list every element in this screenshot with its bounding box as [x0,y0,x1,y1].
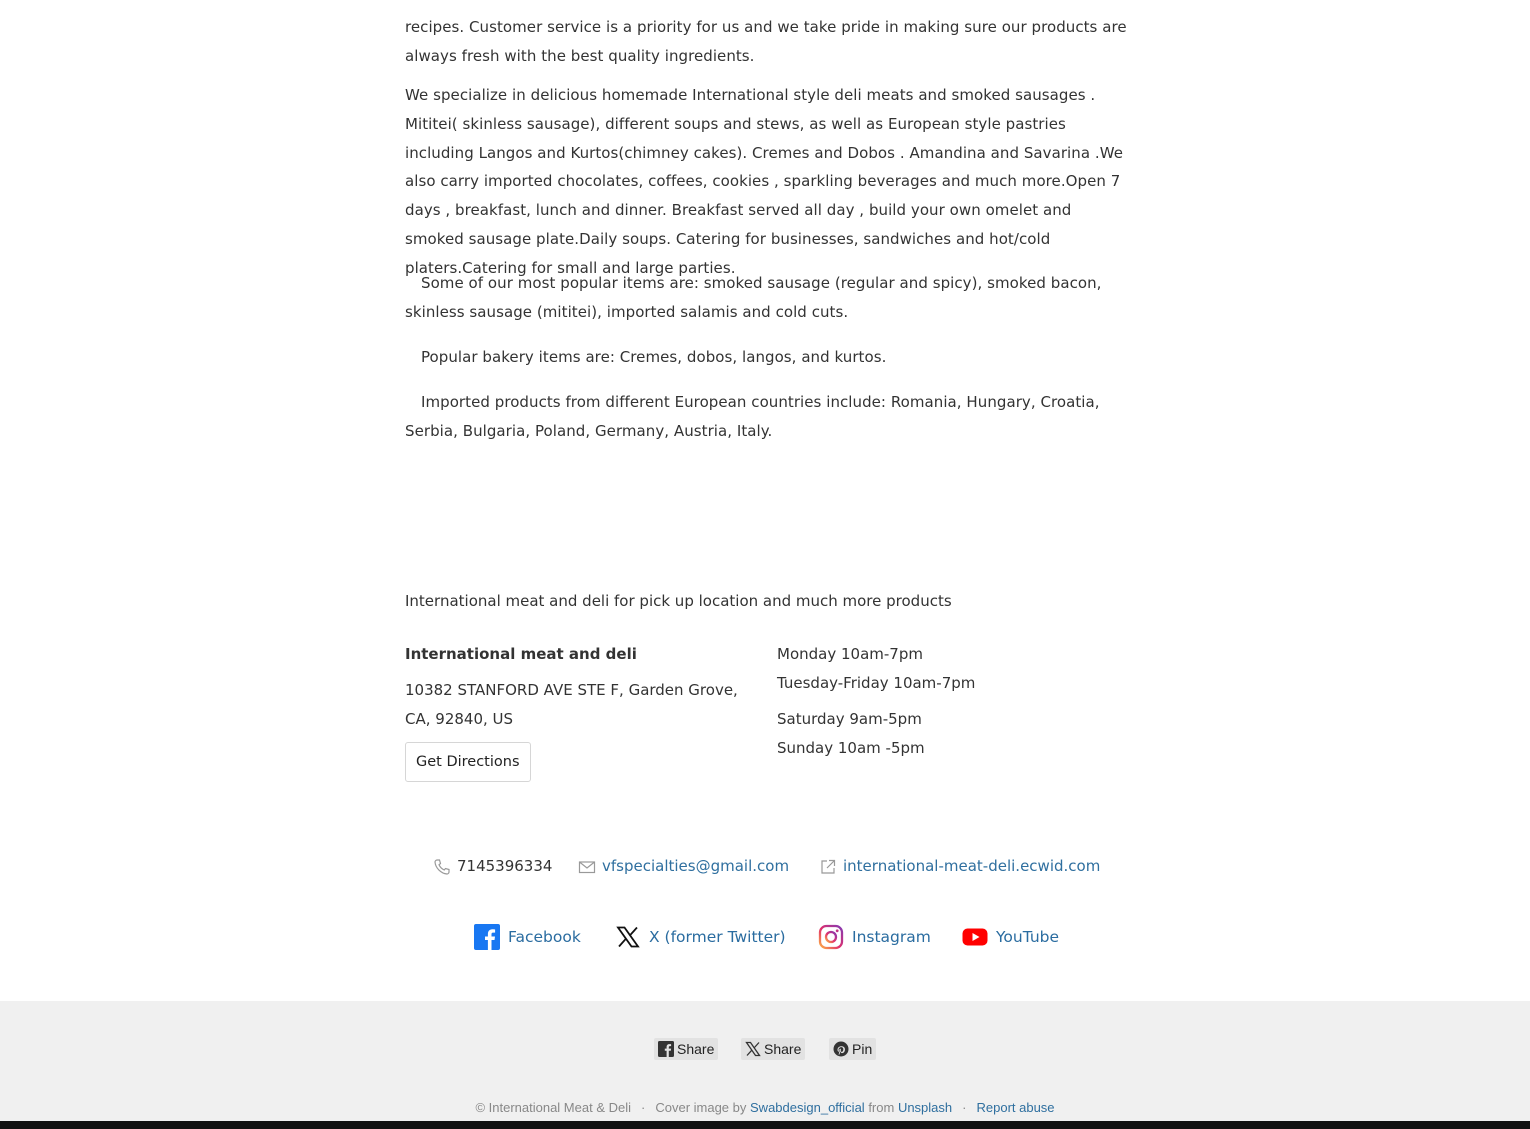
footer-credits [0,1099,1530,1117]
facebook-label: Facebook [508,928,581,946]
location-address: 10382 STANFORD AVE STE F, Garden Grove, CA, 92840, US [405,681,738,728]
external-link-icon [819,857,837,875]
pin-label: Pin [852,1041,873,1057]
popular-text: Some of our most popular items are: smoked sausage (regular and spicy), smoked bacon, skinless sausage (mititei), imported salamis and cold cuts. [405,274,1102,321]
about-paragraph-bakery [405,343,1130,372]
cover-from-text: from [868,1100,895,1115]
pinterest-pin-button[interactable] [829,1038,876,1060]
phone-contact[interactable] [433,852,552,880]
email-link[interactable] [578,852,789,880]
instagram-icon [818,924,844,950]
footer-separator-2: · [962,1100,967,1115]
hours-monday: Monday 10am-7pm [777,645,923,663]
facebook-share-icon [658,1041,674,1057]
report-abuse-link[interactable]: Report abuse [976,1100,1055,1115]
location-name: International meat and deli [405,645,637,663]
instagram-link[interactable] [818,920,931,954]
x-share-label: Share [764,1041,802,1057]
x-share-icon [745,1041,761,1057]
social-links-row [0,920,1530,954]
bakery-text: Popular bakery items are: Cremes, dobos, langos, and kurtos. [421,348,887,366]
twitter-label: X (former Twitter) [649,928,786,946]
imported-text: Imported products from different European countries include: Romania, Hungary, Croatia, Serbia, Bulgaria, Poland, Germany, Austria, Italy. [405,393,1100,440]
copyright-text: © International Meat & Deli [475,1100,631,1115]
about-intro-text: recipes. Customer service is a priority for us and we take pride in making sure our products are always fresh with the best quality ingredients. [405,17,1127,65]
envelope-icon [578,857,596,875]
about-paragraph-specialize: We specialize in delicious homemade International style deli meats and smoked sausages . Mititei( skinless sausage), different soups and stews, as well as European style pastries including Langos and Kurtos(chimney cakes). Cremes and Dobos . Amandina and Savarina .We also carry imported chocolates, coffees, cookies , sparkling beverages and much more.Open 7 days , breakfast, lunch and dinner. Breakfast served all day , build your own omelet and smoked sausage plate.Daily soups. Catering for businesses, sandwiches and hot/cold platers.Catering for small and large parties. [405,86,1123,277]
phone-text: 7145396334 [457,857,553,875]
twitter-link[interactable] [615,920,786,954]
facebook-link[interactable] [474,920,581,954]
youtube-label: YouTube [996,928,1060,946]
about-paragraph-popular [405,269,1130,327]
about-paragraph-imported [405,388,1130,446]
youtube-link[interactable] [962,920,1059,954]
footer-separator: · [641,1100,646,1115]
pinterest-icon [833,1041,849,1057]
contact-row [0,852,1530,880]
hours-saturday: Saturday 9am-5pm [777,710,922,728]
facebook-share-label: Share [677,1041,715,1057]
cover-author-link[interactable]: Swabdesign_official [750,1100,865,1115]
website-link[interactable] [819,852,1100,880]
about-paragraph-intro [405,0,1130,70]
facebook-icon [474,924,500,950]
location-tagline: International meat and deli for pick up location and much more products [405,592,952,610]
youtube-icon [962,924,988,950]
x-share-button[interactable] [741,1038,805,1060]
phone-icon [433,857,451,875]
hours-tuesday-friday: Tuesday-Friday 10am-7pm [777,674,976,692]
email-text: vfspecialties@gmail.com [602,857,790,875]
hours-sunday: Sunday 10am -5pm [777,739,925,757]
site-footer [0,1001,1530,1129]
cover-image-prefix: Cover image by [655,1100,747,1115]
facebook-share-button[interactable] [654,1038,718,1060]
x-twitter-icon [615,924,641,950]
get-directions-button[interactable]: Get Directions [405,742,531,782]
bottom-bar [0,1121,1530,1129]
unsplash-link[interactable]: Unsplash [897,1100,953,1115]
website-text: international-meat-deli.ecwid.com [843,857,1101,875]
instagram-label: Instagram [852,928,931,946]
